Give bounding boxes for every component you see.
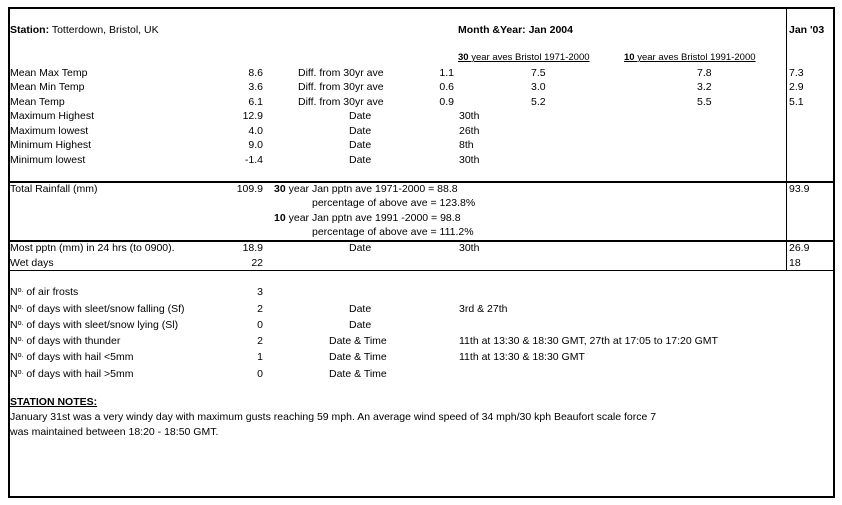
temp-mid-label: Diff. from 30yr ave (298, 67, 384, 79)
count-value: 2 (257, 335, 263, 347)
count-label-prefix: N (10, 368, 18, 380)
count-label (10, 335, 120, 347)
temp-diff: 30th (459, 110, 480, 122)
count-mid-label: Date (349, 303, 372, 315)
rain-ave-30yr (274, 183, 458, 195)
count-detail: 11th at 13:30 & 18:30 GMT, 27th at 17:05 to 17:20 GMT (459, 335, 718, 347)
temp-ave-30yr: 7.5 (531, 67, 546, 79)
rain-ave-10yr-text: year Jan pptn ave 1991 -2000 = 98.8 (288, 212, 461, 224)
count-label (10, 351, 133, 363)
count-label-superscript: o. (17, 287, 24, 294)
station-label: Station: (10, 24, 50, 36)
count-mid-label: Date & Time (329, 351, 387, 363)
count-label-superscript: o. (17, 304, 24, 311)
count-mid-label: Date (349, 319, 372, 331)
count-label-text: of days with hail >5mm (23, 368, 134, 380)
temp-label: Maximum Highest (10, 110, 95, 122)
rain-label: Total Rainfall (mm) (10, 183, 98, 195)
count-label-superscript: o. (17, 320, 24, 327)
count-label-superscript: o. (17, 369, 24, 376)
count-label-superscript: o. (17, 336, 24, 343)
rain-ave-30yr-text: year Jan pptn ave 1971-2000 = 88.8 (288, 183, 458, 195)
rain-ave-10yr-num: 10 (274, 212, 286, 224)
station-title (10, 24, 159, 36)
rain-ave-30yr-num: 30 (274, 183, 286, 195)
month-year-title: Month &Year: Jan 2004 (458, 24, 573, 36)
temp-diff: 0.6 (439, 81, 454, 93)
ave-10yr-header (624, 52, 756, 64)
temp-value: 9.0 (248, 139, 263, 151)
temp-prev: 5.1 (789, 96, 804, 108)
count-label (10, 286, 78, 298)
count-label-prefix: N (10, 319, 18, 331)
temp-label: Mean Min Temp (10, 81, 85, 93)
count-value: 2 (257, 303, 263, 315)
pptn-prev: 26.9 (789, 242, 810, 254)
count-label-text: of days with hail <5mm (23, 351, 134, 363)
temp-ave-30yr: 3.0 (531, 81, 546, 93)
temp-prev: 2.9 (789, 81, 804, 93)
count-value: 3 (257, 286, 263, 298)
station-value: Totterdown, Bristol, UK (51, 24, 159, 36)
temp-diff: 30th (459, 154, 480, 166)
temp-ave-10yr: 7.8 (697, 67, 712, 79)
temp-label: Minimum Highest (10, 139, 92, 151)
station-notes-title: STATION NOTES: (10, 396, 98, 408)
pptn-date-label: Date (349, 242, 372, 254)
temp-label: Mean Temp (10, 96, 65, 108)
temp-value: 8.6 (248, 67, 263, 79)
ave-30yr-num: 30 (458, 52, 469, 63)
temp-label: Maximum lowest (10, 125, 89, 137)
temp-mid-label: Date (349, 125, 372, 137)
temp-value: -1.4 (244, 154, 263, 166)
ave-10yr-text: year aves Bristol 1991-2000 (637, 52, 756, 63)
temp-diff: 8th (459, 139, 474, 151)
temp-label: Minimum lowest (10, 154, 86, 166)
temp-mid-label: Date (349, 110, 372, 122)
count-label-text: of days with sleet/snow falling (Sf) (23, 303, 185, 315)
temp-mid-label: Date (349, 139, 372, 151)
temp-diff: 26th (459, 125, 480, 137)
pptn-label: Most pptn (mm) in 24 hrs (to 0900). (10, 242, 175, 254)
temp-value: 4.0 (248, 125, 263, 137)
rain-ave-10yr (274, 212, 461, 224)
temp-mid-label: Diff. from 30yr ave (298, 81, 384, 93)
rain-pct-30yr: percentage of above ave = 123.8% (312, 197, 476, 209)
temp-ave-10yr: 5.5 (697, 96, 712, 108)
temp-value: 6.1 (248, 96, 263, 108)
count-label-prefix: N (10, 303, 18, 315)
temp-diff: 1.1 (439, 67, 454, 79)
count-label-superscript: o. (17, 352, 24, 359)
wet-days-prev: 18 (789, 257, 801, 269)
rain-pct-10yr: percentage of above ave = 111.2% (312, 226, 474, 238)
temp-value: 12.9 (242, 110, 263, 122)
temp-ave-30yr: 5.2 (531, 96, 546, 108)
count-label-text: of days with thunder (23, 335, 121, 347)
count-label-prefix: N (10, 351, 18, 363)
wet-days-label: Wet days (10, 257, 54, 269)
temp-label: Mean Max Temp (10, 67, 88, 79)
temp-mid-label: Date (349, 154, 372, 166)
count-label (10, 319, 178, 331)
rain-value: 109.9 (236, 183, 263, 195)
temp-diff: 0.9 (439, 96, 454, 108)
count-detail: 3rd & 27th (459, 303, 508, 315)
count-label (10, 368, 133, 380)
count-mid-label: Date & Time (329, 335, 387, 347)
rain-prev: 93.9 (789, 183, 810, 195)
count-value: 0 (257, 319, 263, 331)
temp-value: 3.6 (248, 81, 263, 93)
temp-prev: 7.3 (789, 67, 804, 79)
prev-year-title: Jan '03 (789, 24, 825, 36)
pptn-date: 30th (459, 242, 480, 254)
count-label (10, 303, 185, 315)
prev-year-divider (786, 8, 787, 270)
temp-mid-label: Diff. from 30yr ave (298, 96, 384, 108)
count-detail: 11th at 13:30 & 18:30 GMT (459, 351, 585, 363)
count-label-text: of days with sleet/snow lying (Sl) (23, 319, 179, 331)
count-value: 1 (257, 351, 263, 363)
station-notes-line-2: was maintained between 18:20 - 18:50 GMT. (10, 426, 219, 438)
ave-30yr-header (458, 52, 590, 64)
pptn-value: 18.9 (242, 242, 263, 254)
count-label-prefix: N (10, 286, 18, 298)
temp-ave-10yr: 3.2 (697, 81, 712, 93)
count-value: 0 (257, 368, 263, 380)
ave-30yr-text: year aves Bristol 1971-2000 (471, 52, 590, 63)
divider-pptn (8, 270, 833, 271)
count-label-prefix: N (10, 335, 18, 347)
station-notes-line-1: January 31st was a very windy day with maximum gusts reaching 59 mph. An average wind speed of 34 mph/30 kph Beaufort scale force 7 (10, 411, 657, 423)
count-mid-label: Date & Time (329, 368, 387, 380)
count-label-text: of air frosts (23, 286, 79, 298)
wet-days-value: 22 (251, 257, 263, 269)
ave-10yr-num: 10 (624, 52, 635, 63)
